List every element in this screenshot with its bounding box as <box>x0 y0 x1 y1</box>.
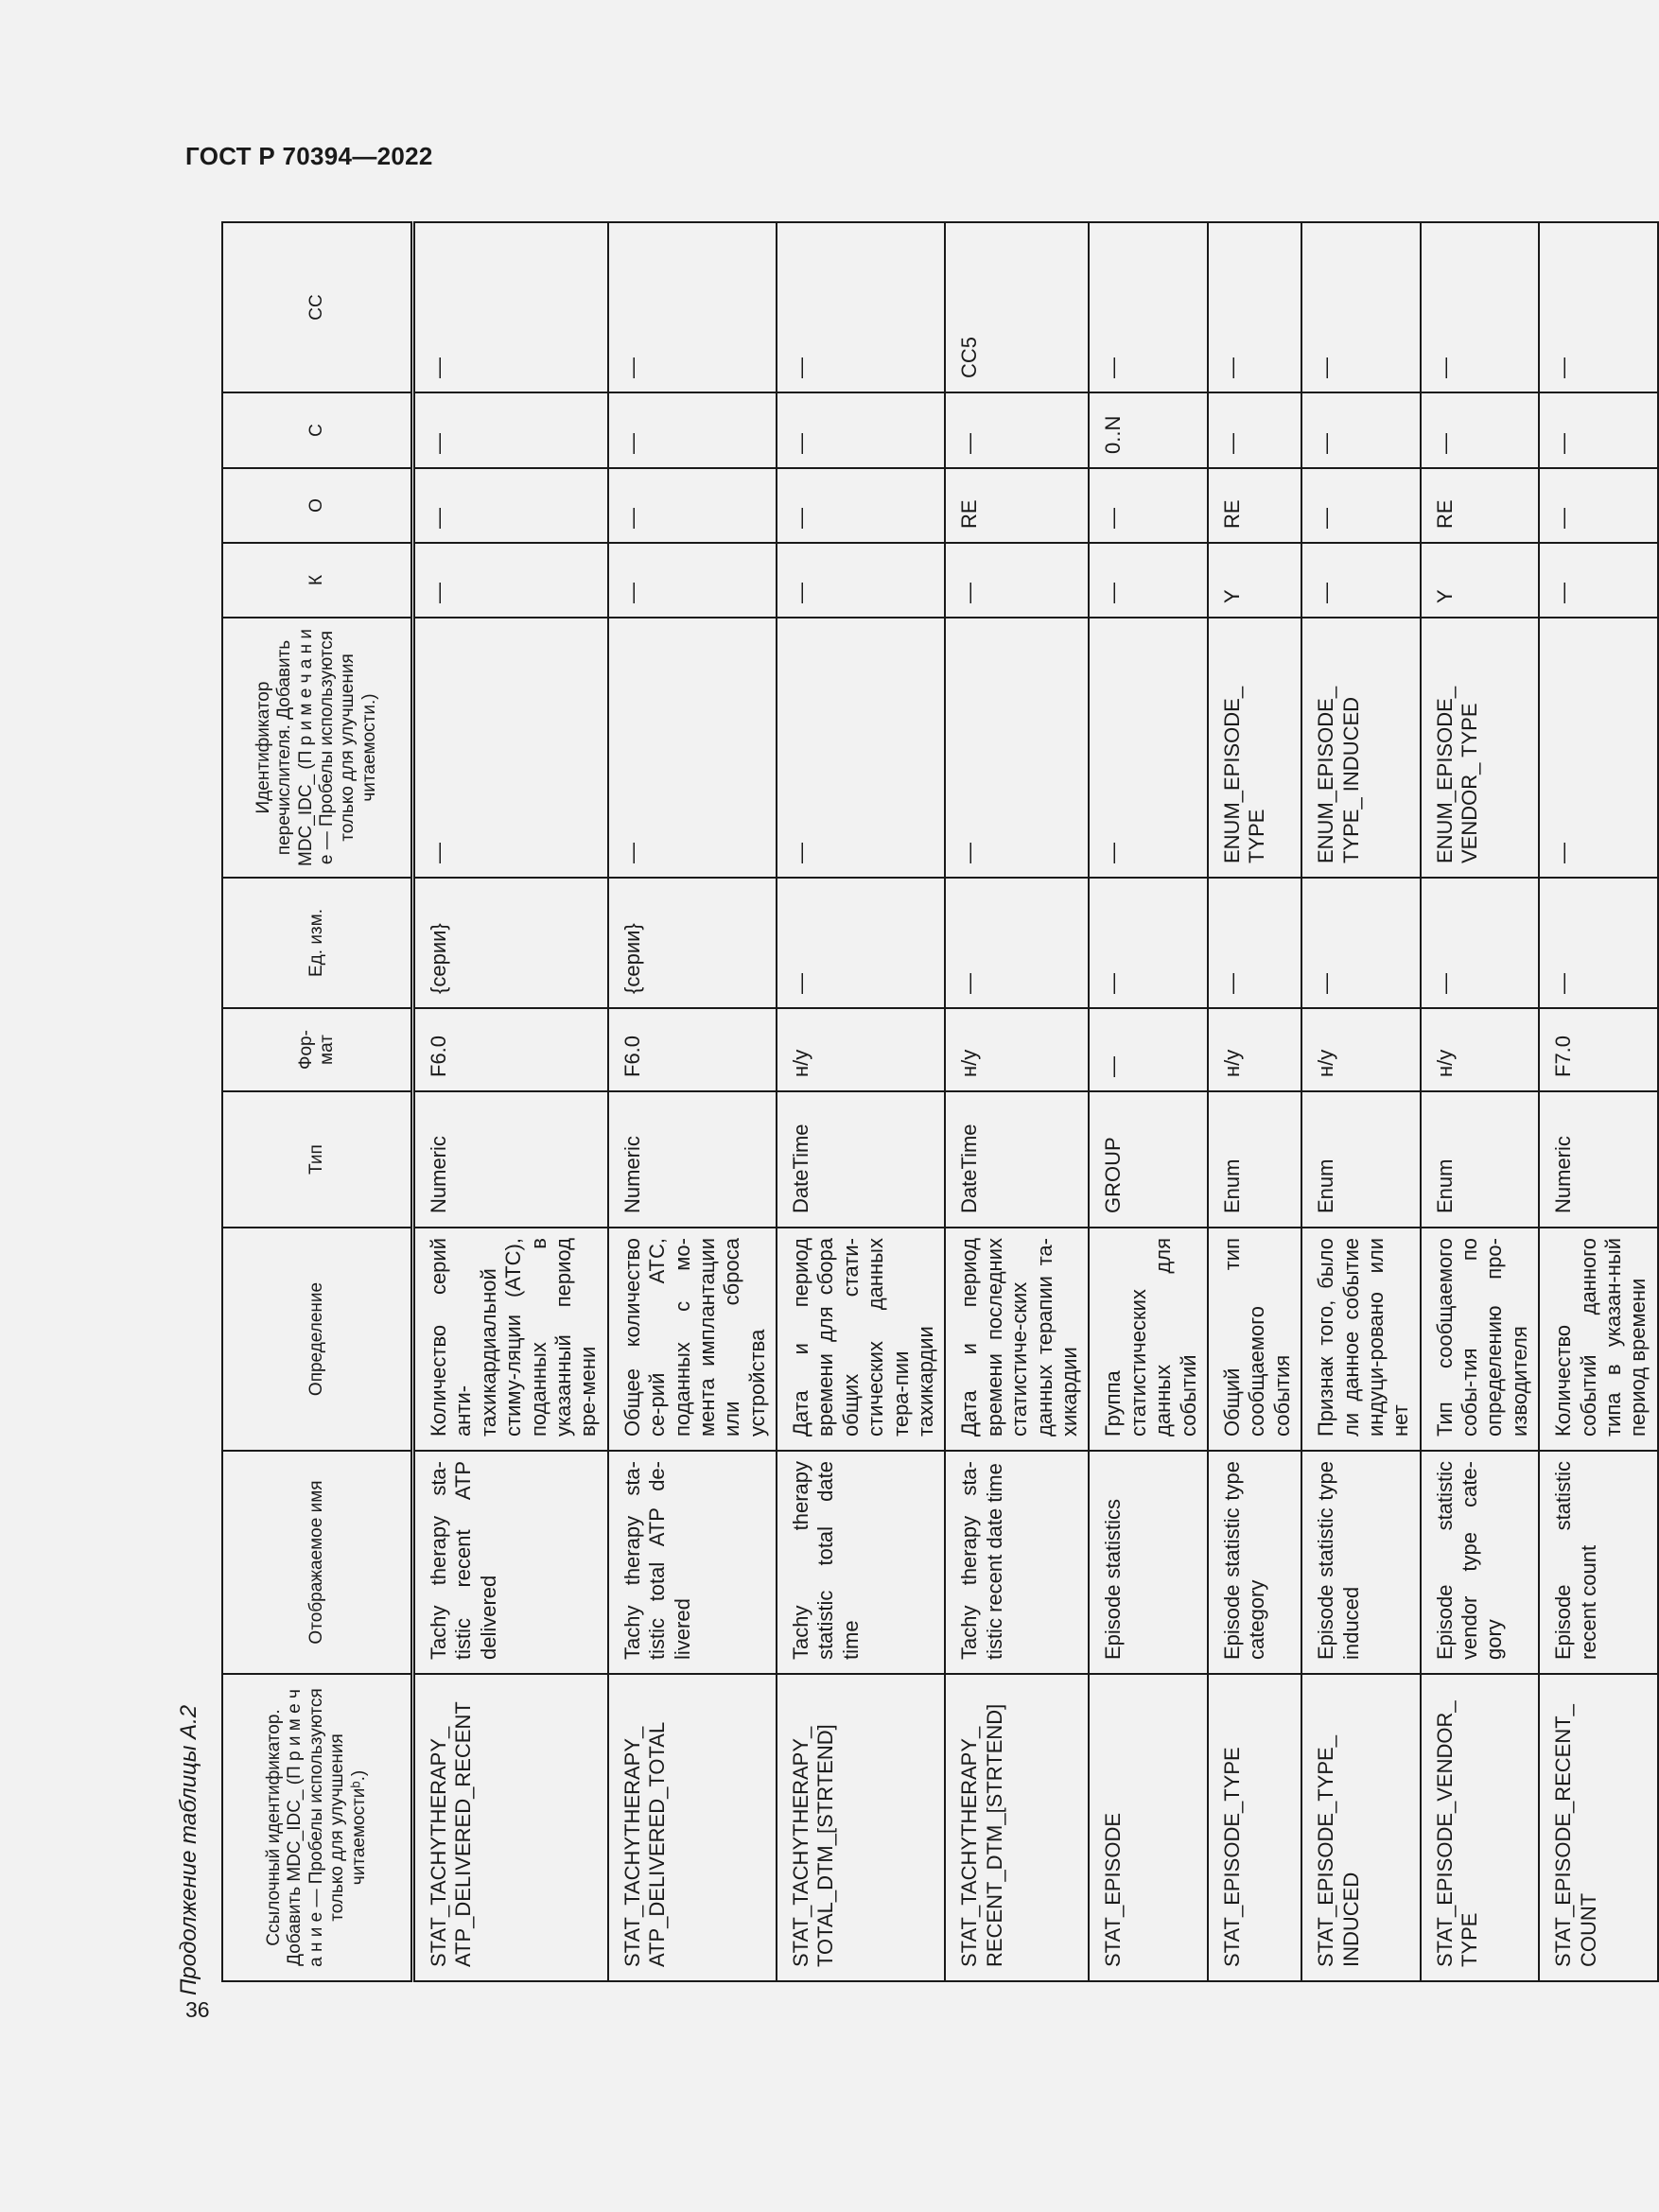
rotated-table-container <box>221 223 1650 1982</box>
column-header-ref: Ссылочный идентификатор. Добавить MDC_IDC_ (П р и м е ч а н и е — Пробелы используются только для улучшения читаемостиᵇ.) <box>222 1674 413 1981</box>
column-header-name: Отображаемое имя <box>222 1451 413 1674</box>
table-row <box>608 222 777 1981</box>
page-number: 36 <box>185 1997 210 2022</box>
cell-o: — <box>1539 468 1658 543</box>
cell-unit: — <box>1208 878 1301 1008</box>
cell-definition: Дата и период времени для сбора общих стати-стических данных тера-пии тахикардии <box>777 1228 945 1451</box>
cell-c: — <box>777 392 945 468</box>
column-header-type: Тип <box>222 1091 413 1228</box>
cell-enum: — <box>945 618 1089 878</box>
cell-unit: {серии} <box>413 878 608 1008</box>
cell-name: Tachy therapy sta-tistic recent date time <box>945 1451 1089 1674</box>
cell-cc: CC5 <box>945 222 1089 392</box>
cell-cc: — <box>1208 222 1301 392</box>
table-row <box>1089 222 1208 1981</box>
cell-cc: — <box>608 222 777 392</box>
cell-c: — <box>413 392 608 468</box>
cell-type: Enum <box>1421 1091 1540 1228</box>
cell-unit: — <box>1539 878 1658 1008</box>
table-row <box>1421 222 1540 1981</box>
cell-unit: {серии} <box>608 878 777 1008</box>
cell-o: — <box>608 468 777 543</box>
column-header-format: Фор-мат <box>222 1008 413 1091</box>
cell-o: RE <box>1421 468 1540 543</box>
cell-type: DateTime <box>777 1091 945 1228</box>
cell-cc: — <box>413 222 608 392</box>
cell-name: Tachy therapy statistic total date time <box>777 1451 945 1674</box>
cell-format: F6.0 <box>608 1008 777 1091</box>
table-row <box>1539 222 1658 1981</box>
cell-enum: ENUM_EPISODE_ VENDOR_ TYPE <box>1421 618 1540 878</box>
cell-name: Episode statistic type induced <box>1301 1451 1421 1674</box>
cell-type: GROUP <box>1089 1091 1208 1228</box>
cell-definition: Признак того, было ли данное событие индуци-ровано или нет <box>1301 1228 1421 1451</box>
cell-format: F7.0 <box>1539 1008 1658 1091</box>
cell-unit: — <box>777 878 945 1008</box>
cell-c: — <box>608 392 777 468</box>
cell-format: н/у <box>945 1008 1089 1091</box>
cell-k: — <box>1089 543 1208 618</box>
cell-definition: Количество серий анти-тахикардиальной стиму-ляции (АТС), поданных в указанный период вре-мени <box>413 1228 608 1451</box>
cell-ref: STAT_TACHYTHERAPY_ TOTAL_DTM_[STRTEND] <box>777 1674 945 1981</box>
spec-table <box>221 221 1659 1982</box>
cell-name: Tachy therapy sta-tistic total ATP de-livered <box>608 1451 777 1674</box>
cell-enum: — <box>608 618 777 878</box>
cell-definition: Общий тип сообщаемого события <box>1208 1228 1301 1451</box>
cell-o: — <box>1301 468 1421 543</box>
cell-k: — <box>1539 543 1658 618</box>
document-header: ГОСТ Р 70394—2022 <box>185 142 433 170</box>
cell-k: — <box>1301 543 1421 618</box>
cell-c: — <box>1301 392 1421 468</box>
cell-k: — <box>608 543 777 618</box>
cell-cc: — <box>1539 222 1658 392</box>
cell-definition: Группа статистических данных для событий <box>1089 1228 1208 1451</box>
cell-ref: STAT_EPISODE_RECENT_ COUNT <box>1539 1674 1658 1981</box>
cell-unit: — <box>1089 878 1208 1008</box>
cell-o: — <box>1089 468 1208 543</box>
column-header-definition: Определение <box>222 1228 413 1451</box>
cell-type: Enum <box>1301 1091 1421 1228</box>
cell-c: 0..N <box>1089 392 1208 468</box>
cell-ref: STAT_EPISODE <box>1089 1674 1208 1981</box>
cell-k: Y <box>1208 543 1301 618</box>
cell-format: н/у <box>777 1008 945 1091</box>
column-header-cc: СС <box>222 222 413 392</box>
cell-ref: STAT_TACHYTHERAPY_ ATP_DELIVERED_TOTAL <box>608 1674 777 1981</box>
cell-unit: — <box>945 878 1089 1008</box>
cell-enum: ENUM_EPISODE_ TYPE <box>1208 618 1301 878</box>
cell-k: — <box>777 543 945 618</box>
table-row <box>945 222 1089 1981</box>
cell-ref: STAT_TACHYTHERAPY_ ATP_DELIVERED_RECENT <box>413 1674 608 1981</box>
cell-type: Numeric <box>1539 1091 1658 1228</box>
cell-c: — <box>945 392 1089 468</box>
cell-ref: STAT_EPISODE_VENDOR_ TYPE <box>1421 1674 1540 1981</box>
cell-ref: STAT_EPISODE_TYPE_ INDUCED <box>1301 1674 1421 1981</box>
cell-o: — <box>777 468 945 543</box>
table-row <box>1301 222 1421 1981</box>
cell-ref: STAT_TACHYTHERAPY_ RECENT_DTM_[STRTEND] <box>945 1674 1089 1981</box>
cell-k: — <box>945 543 1089 618</box>
table-row <box>777 222 945 1981</box>
cell-type: DateTime <box>945 1091 1089 1228</box>
cell-enum: — <box>1539 618 1658 878</box>
cell-enum: — <box>413 618 608 878</box>
cell-c: — <box>1539 392 1658 468</box>
cell-ref: STAT_EPISODE_TYPE <box>1208 1674 1301 1981</box>
cell-type: Numeric <box>413 1091 608 1228</box>
cell-name: Episode statistic type category <box>1208 1451 1301 1674</box>
column-header-enum: Идентификатор перечислителя. Добавить MDC_IDC_ (П р и м е ч а н и е — Пробелы используются только для улучшения читаемости.) <box>222 618 413 878</box>
table-header-row <box>222 222 413 1981</box>
cell-definition: Дата и период времени последних статистиче-ских данных терапии та-хикардии <box>945 1228 1089 1451</box>
cell-c: — <box>1208 392 1301 468</box>
cell-unit: — <box>1421 878 1540 1008</box>
cell-cc: — <box>1089 222 1208 392</box>
column-header-c: С <box>222 392 413 468</box>
cell-cc: — <box>1301 222 1421 392</box>
column-header-k: К <box>222 543 413 618</box>
cell-k: — <box>413 543 608 618</box>
cell-o: RE <box>1208 468 1301 543</box>
cell-type: Numeric <box>608 1091 777 1228</box>
cell-definition: Общее количество се-рий АТС, поданных с мо-мента имплантации или сброса устройства <box>608 1228 777 1451</box>
cell-unit: — <box>1301 878 1421 1008</box>
cell-format: — <box>1089 1008 1208 1091</box>
cell-cc: — <box>1421 222 1540 392</box>
cell-enum: — <box>777 618 945 878</box>
cell-format: н/у <box>1301 1008 1421 1091</box>
cell-o: — <box>413 468 608 543</box>
cell-k: Y <box>1421 543 1540 618</box>
cell-type: Enum <box>1208 1091 1301 1228</box>
cell-enum: ENUM_EPISODE_ TYPE_ INDUCED <box>1301 618 1421 878</box>
cell-format: F6.0 <box>413 1008 608 1091</box>
table-caption: Продолжение таблицы А.2 <box>176 1704 201 1995</box>
cell-format: н/у <box>1421 1008 1540 1091</box>
cell-name: Episode statistic vendor type cate-gory <box>1421 1451 1540 1674</box>
cell-name: Tachy therapy sta-tistic recent ATP delivered <box>413 1451 608 1674</box>
cell-name: Episode statistics <box>1089 1451 1208 1674</box>
table-row <box>413 222 608 1981</box>
cell-format: н/у <box>1208 1008 1301 1091</box>
cell-definition: Тип сообщаемого собы-тия по определению про-изводителя <box>1421 1228 1540 1451</box>
column-header-o: О <box>222 468 413 543</box>
cell-cc: — <box>777 222 945 392</box>
cell-o: RE <box>945 468 1089 543</box>
cell-c: — <box>1421 392 1540 468</box>
column-header-unit: Ед. изм. <box>222 878 413 1008</box>
cell-enum: — <box>1089 618 1208 878</box>
cell-definition: Количество событий данного типа в указан-ный период времени <box>1539 1228 1658 1451</box>
table-row <box>1208 222 1301 1981</box>
cell-name: Episode statistic recent count <box>1539 1451 1658 1674</box>
